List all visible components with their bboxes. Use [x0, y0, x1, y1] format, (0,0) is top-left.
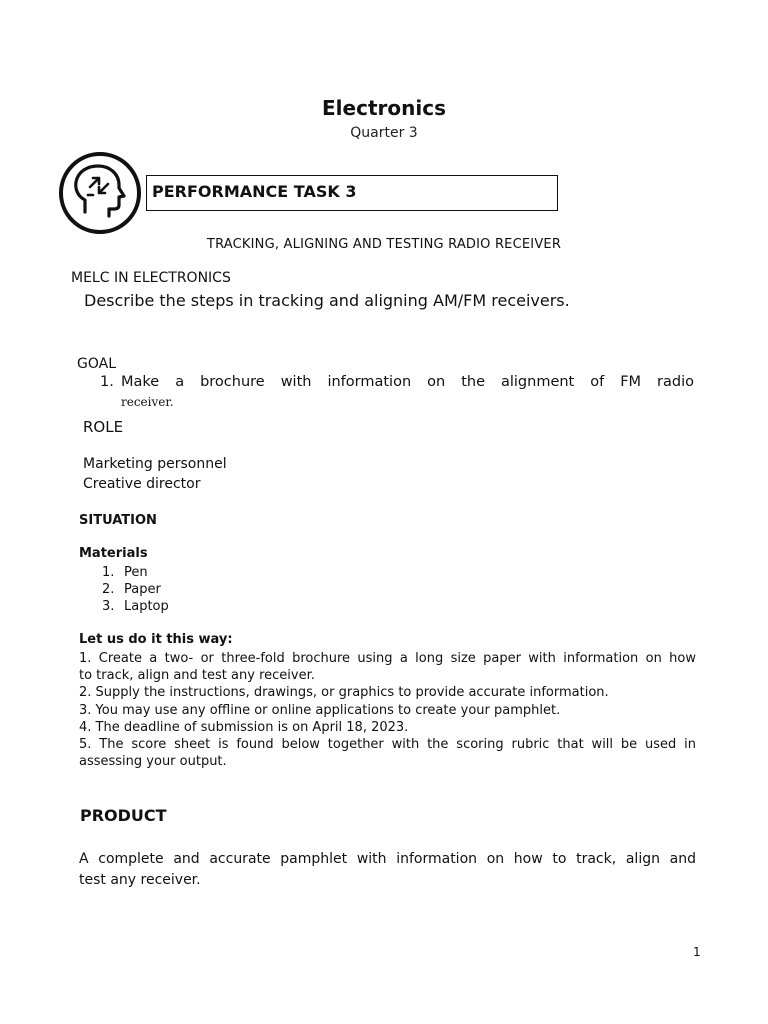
list-item: 2. Paper: [102, 582, 161, 597]
step-line: 5. The score sheet is found below together with the scoring rubric that will be used in: [79, 737, 696, 753]
role-list: [83, 454, 227, 494]
product-heading: PRODUCT: [80, 806, 167, 825]
list-item: 1. Pen: [102, 565, 148, 580]
head-with-arrows-icon: [59, 152, 141, 234]
steps-heading: Let us do it this way:: [79, 632, 233, 647]
role-item: Marketing personnel: [83, 456, 227, 472]
melc-text: Describe the steps in tracking and aligning AM/FM receivers.: [84, 291, 570, 310]
performance-task-box: [146, 175, 558, 211]
step-line: to track, align and test any receiver.: [79, 668, 315, 684]
step-line: 4. The deadline of submission is on April 18, 2023.: [79, 719, 409, 735]
document-title: Electronics: [322, 96, 446, 120]
step-line: 3. You may use any offline or online applications to create your pamphlet.: [79, 702, 561, 718]
materials-heading: Materials: [79, 546, 148, 561]
step-line: 1. Create a two- or three-fold brochure using a long size paper with information on how: [79, 651, 696, 666]
page-number: 1: [693, 945, 701, 959]
situation-heading: SITUATION: [79, 513, 157, 528]
role-heading: ROLE: [83, 418, 124, 436]
goal-item-continuation: receiver.: [121, 395, 174, 409]
materials-list: [102, 564, 169, 615]
list-item: 3. Laptop: [102, 599, 169, 614]
step-line: assessing your output.: [79, 754, 227, 770]
goal-heading: GOAL: [77, 356, 116, 372]
goal-item-number: 1.: [100, 374, 114, 390]
goal-item-text: Make a brochure with information on the alignment of FM radio: [121, 374, 694, 390]
document-subtitle: Quarter 3: [350, 125, 418, 141]
steps-list: [79, 650, 696, 770]
task-subject: TRACKING, ALIGNING AND TESTING RADIO RECEIVER: [206, 237, 562, 252]
step-line: 2. Supply the instructions, drawings, or graphics to provide accurate information.: [79, 685, 609, 701]
product-description: A complete and accurate pamphlet with information on how to track, align and test any receiver.: [79, 851, 696, 888]
role-item: Creative director: [83, 476, 201, 492]
performance-task-label: PERFORMANCE TASK 3: [152, 182, 357, 201]
melc-label: MELC IN ELECTRONICS: [71, 270, 231, 286]
